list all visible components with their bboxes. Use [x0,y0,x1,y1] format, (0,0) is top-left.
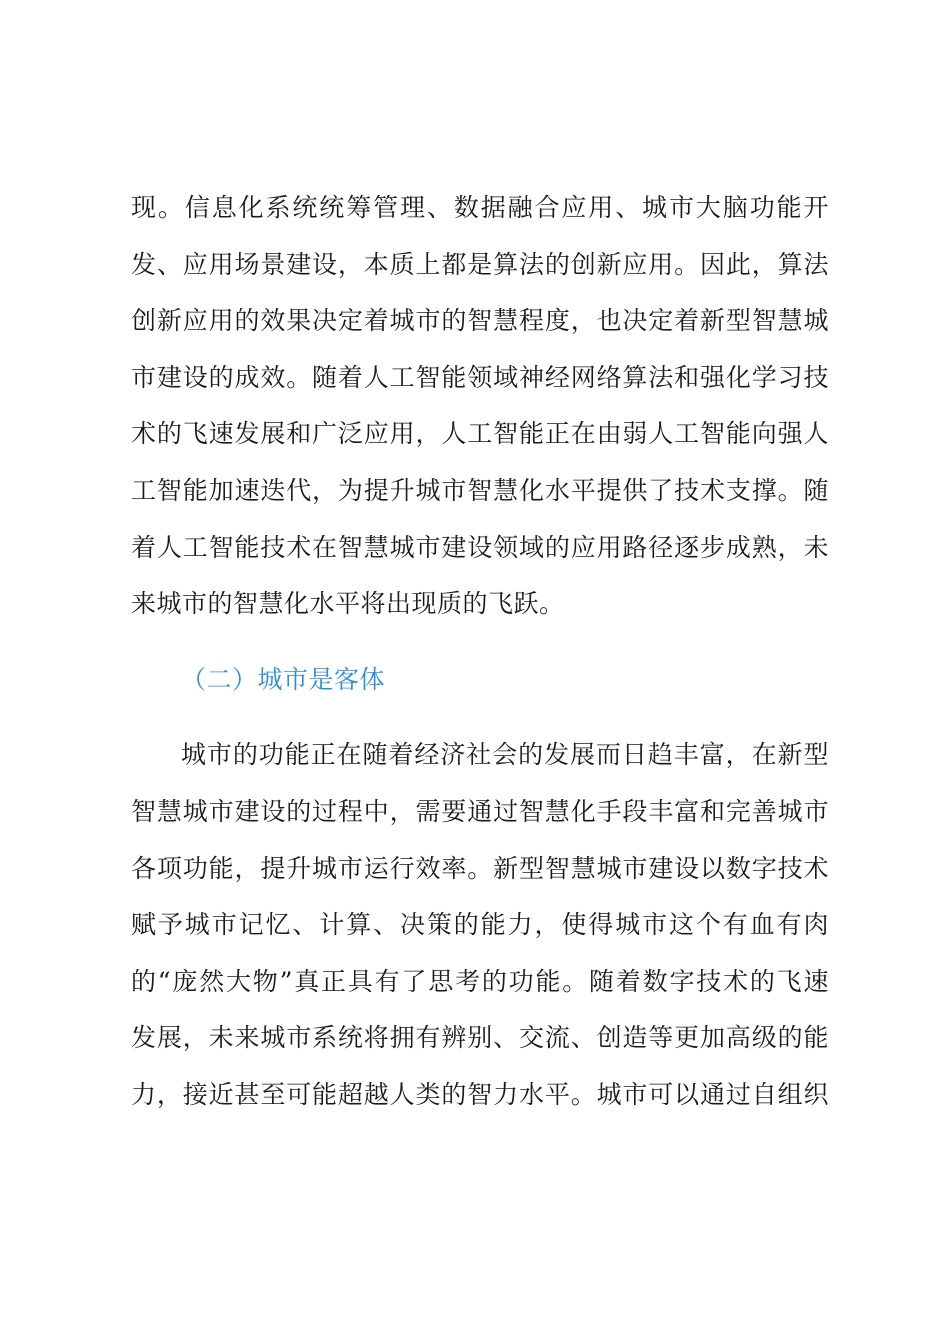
paragraph2-line-5: 的“庞然大物”真正具有了思考的功能。随着数字技术的飞速 [131,967,829,996]
paragraph1-line-3: 创新应用的效果决定着城市的智慧程度，也决定着新型智慧城 [131,306,829,335]
paragraph1-line-6: 工智能加速迭代，为提升城市智慧化水平提供了技术支撑。随 [131,476,829,505]
paragraph1-line-2: 发、应用场景建设，本质上都是算法的创新应用。因此，算法 [131,250,829,279]
paragraph2-line-7: 力，接近甚至可能超越人类的智力水平。城市可以通过自组织 [131,1080,829,1109]
paragraph2-line-6: 发展，未来城市系统将拥有辨别、交流、创造等更加高级的能 [131,1023,829,1052]
paragraph1-line-4: 市建设的成效。随着人工智能领域神经网络算法和强化学习技 [131,363,829,392]
paragraph2-line-1: 城市的功能正在随着经济社会的发展而日趋丰富，在新型 [181,740,829,769]
paragraph2-line-2: 智慧城市建设的过程中，需要通过智慧化手段丰富和完善城市 [131,797,829,826]
paragraph2-line-3: 各项功能，提升城市运行效率。新型智慧城市建设以数字技术 [131,854,829,883]
paragraph2-line-4: 赋予城市记忆、计算、决策的能力，使得城市这个有血有肉 [131,910,829,939]
section-heading: （二）城市是客体 [181,665,386,694]
paragraph1-line-5: 术的飞速发展和广泛应用，人工智能正在由弱人工智能向强人 [131,419,829,448]
paragraph1-line-8: 来城市的智慧化水平将出现质的飞跃。 [131,589,565,618]
paragraph1-line-1: 现。信息化系统统筹管理、数据融合应用、城市大脑功能开 [131,193,829,222]
paragraph1-line-7: 着人工智能技术在智慧城市建设领域的应用路径逐步成熟，未 [131,533,829,562]
